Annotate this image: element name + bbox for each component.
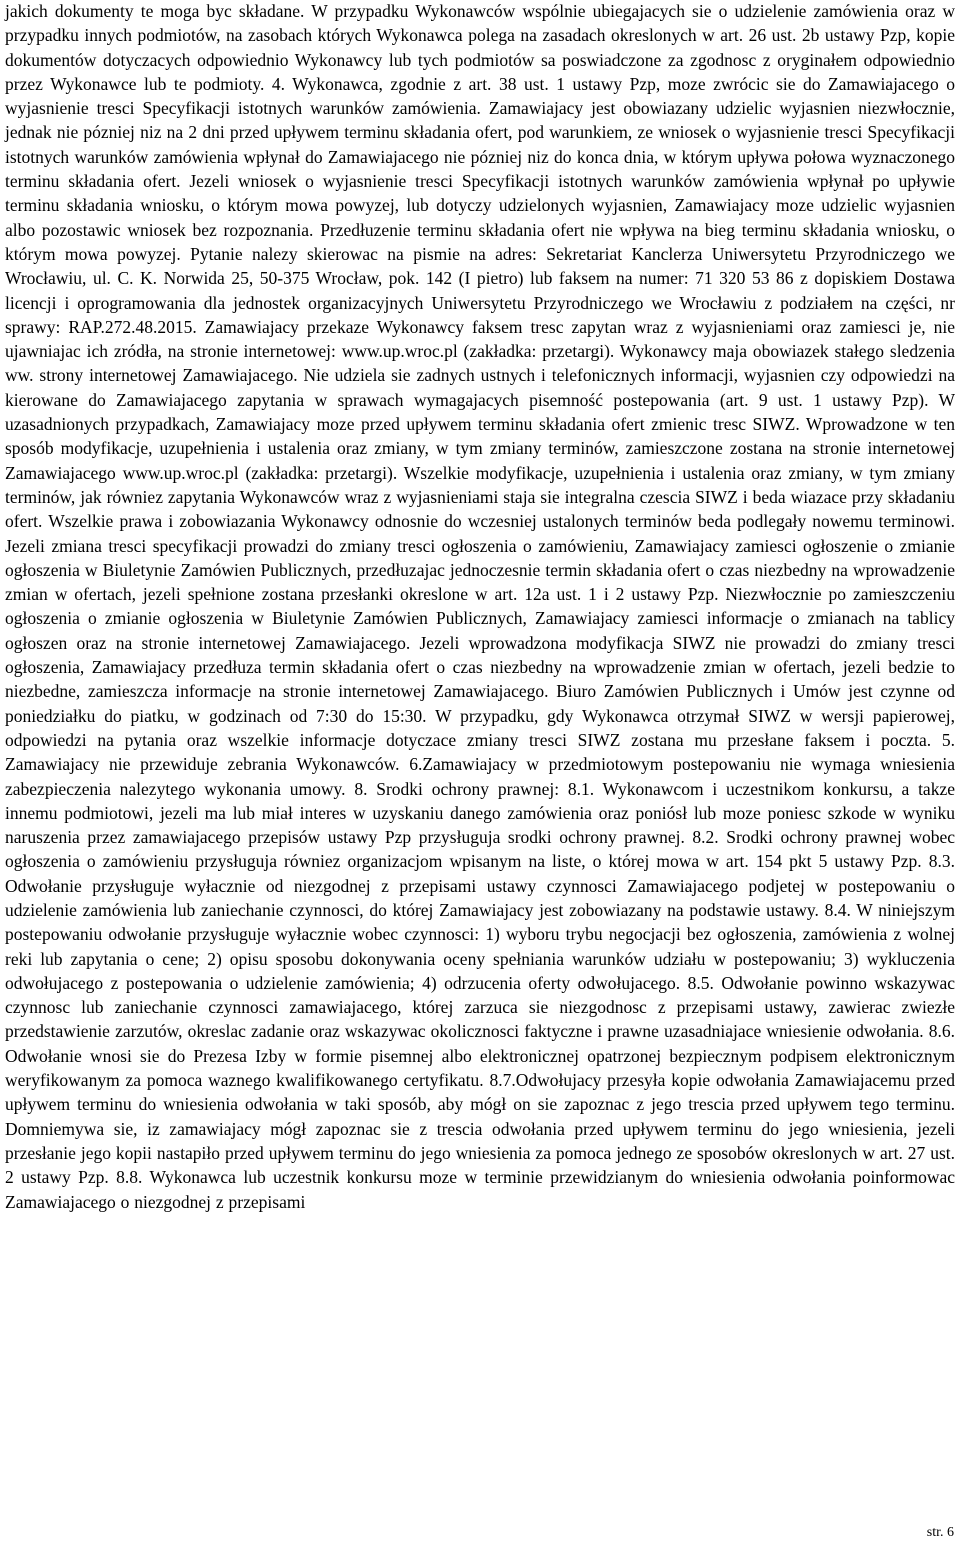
page-number: str. 6 [926,1525,954,1540]
body-text: jakich dokumenty te moga byc składane. W przypadku Wykonawców wspólnie ubiegajacych sie o udzielenie zamówienia oraz w przypadku innych podmiotów, na zasobach których Wykonawca polega na zasadach okreslonych w art. 26 ust. 2b ustawy Pzp, kopie dokumentów dotyczacych odpowiednio Wykonawcy lub tych podmiotów sa poswiadczone za zgodnosc z oryginałem odpowiednio przez Wykonawce lub te podmioty. 4. Wykonawca, zgodnie z art. 38 ust. 1 ustawy Pzp, moze zwrócic sie do Zamawiajacego o wyjasnienie tresci Specyfikacji istotnych warunków zamówienia. Zamawiajacy jest obowiazany udzielic wyjasnien niezwłocznie, jednak nie pózniej niz na 2 dni przed upływem terminu składania ofert, pod warunkiem, ze wniosek o wyjasnienie tresci Specyfikacji istotnych warunków zamówienia wpłynał do Zamawiajacego nie pózniej niz do konca dnia, w którym upływa połowa wyznaczonego terminu składania ofert. Jezeli wniosek o wyjasnienie tresci Specyfikacji istotnych warunków zamówienia wpłynał po upływie terminu składania wniosku, o którym mowa powyzej, lub dotyczy udzielonych wyjasnien, Zamawiajacy moze udzielic wyjasnien albo pozostawic wniosek bez rozpoznania. Przedłuzenie terminu składania ofert nie wpływa na bieg terminu składania wniosku, o którym mowa powyzej. Pytanie nalezy skierowac na pismie na adres: Sekretariat Kanclerza Uniwersytetu Przyrodniczego we Wrocławiu, ul. C. K. Norwida 25, 50-375 Wrocław, pok. 142 (I pietro) lub faksem na numer: 71 320 53 86 z dopiskiem Dostawa licencji i oprogramowania dla jednostek organizacyjnych Uniwersytetu Przyrodniczego we Wrocławiu z podziałem na części, nr sprawy: RAP.272.48.2015. Zamawiajacy przekaze Wykonawcy faksem tresc zapytan wraz z wyjasnieniami oraz zamiesci je, nie ujawniajac ich zródła, na stronie internetowej: www.up.wroc.pl (zakładka: przetargi). Wykonawcy maja obowiazek stałego sledzenia ww. strony internetowej Zamawiajacego. Nie udziela sie zadnych ustnych i telefonicznych informacji, wyjasnien czy odpowiedzi na kierowane do Zamawiajacego zapytania w sprawach wymagajacych pisemność postepowania (art. 9 ust. 1 ustawy Pzp). W uzasadnionych przypadkach, Zamawiajacy moze przed upływem terminu składania ofert zmienic tresc SIWZ. Wprowadzone w ten sposób modyfikacje, uzupełnienia i ustalenia oraz zmiany, w tym zmiany terminów, zamieszczone zostana na stronie internetowej Zamawiajacego www.up.wroc.pl (zakładka: przetargi). Wszelkie modyfikacje, uzupełnienia i ustalenia oraz zmiany, w tym zmiany terminów, jak równiez zapytania Wykonawców wraz z wyjasnieniami staja sie integralna czescia SIWZ i beda wiazace przy składaniu ofert. Wszelkie prawa i zobowiazania Wykonawcy odnosnie do wczesniej ustalonych terminów beda podlegały nowemu terminowi. Jezeli zmiana tresci specyfikacji prowadzi do zmiany tresci ogłoszenia o zamówieniu, Zamawiajacy zamiesci ogłoszenie o zmianie ogłoszenia w Biuletynie Zamówien Publicznych, przedłuzajac jednoczesnie termin składania ofert o czas niezbedny na wprowadzenie zmian w ofertach, jezeli spełnione zostana przesłanki okreslone w art. 12a ust. 1 i 2 ustawy Pzp. Niezwłocznie po zamieszczeniu ogłoszenia o zmianie ogłoszenia w Biuletynie Zamówien Publicznych, Zamawiajacy zamiesci informacje o zmianach na tablicy ogłoszen oraz na stronie internetowej Zamawiajacego. Jezeli wprowadzona modyfikacja SIWZ nie prowadzi do zmiany tresci ogłoszenia, Zamawiajacy przedłuza termin składania ofert o czas niezbedny na wprowadzenie zmian w ofertach, jezeli bedzie to niezbedne, zamieszcza informacje na stronie internetowej Zamawiajacego. Biuro Zamówien Publicznych i Umów jest czynne od poniedziałku do piatku, w godzinach od 7:30 do 15:30. W przypadku, gdy Wykonawca otrzymał SIWZ w wersji papierowej, odpowiedzi na pytania oraz wszelkie informacje dotyczace zmiany tresci SIWZ zostana mu przesłane faksem i poczta. 5. Zamawiajacy nie przewiduje zebrania Wykonawców. 6.Zamawiajacy w przedmiotowym postepowaniu nie wymaga wniesienia zabezpieczenia nalezytego wykonania umowy. 8. Srodki ochrony prawnej: 8.1. Wykonawcom i uczestnikom konkursu, a takze innemu podmiotowi, jezeli ma lub miał interes w uzyskaniu danego zamówienia oraz poniósł lub moze poniesc szkode w wyniku naruszenia przez zamawiajacego przepisów ustawy Pzp przysługuja srodki ochrony prawnej. 8.2. Srodki ochrony prawnej wobec ogłoszenia o zamówieniu przysługuja równiez organizacjom wpisanym na liste, o której mowa w art. 154 pkt 5 ustawy Pzp. 8.3. Odwołanie przysługuje wyłacznie od niezgodnej z przepisami ustawy czynnosci Zamawiajacego podjetej w postepowaniu o udzielenie zamówienia lub zaniechanie czynnosci, do której Zamawiajacy jest zobowiazany na podstawie ustawy. 8.4. W niniejszym postepowaniu odwołanie przysługuje wyłacznie wobec czynnosci: 1) wyboru trybu negocjacji bez ogłoszenia, zamówienia z wolnej reki lub zapytania o cene; 2) opisu sposobu dokonywania oceny spełniania warunków udziału w postepowaniu; 3) wykluczenia odwołujacego z postepowania o udzielenie zamówienia; 4) odrzucenia oferty odwołujacego. 8.5. Odwołanie powinno wskazywac czynnosc lub zaniechanie czynnosci zamawiajacego, której zarzuca sie niezgodnosc z przepisami ustawy, zawierac zwiezłe przedstawienie zarzutów, okreslac zadanie oraz wskazywac okolicznosci faktyczne i prawne uzasadniajace wniesienie odwołania. 8.6. Odwołanie wnosi sie do Prezesa Izby w formie pisemnej albo elektronicznej opatrzonej bezpiecznym podpisem elektronicznym weryfikowanym za pomoca waznego kwalifikowanego certyfikatu. 8.7.Odwołujacy przesyła kopie odwołania Zamawiajacemu przed upływem terminu do wniesienia odwołania w taki sposób, aby mógł on sie zapoznac z jego trescia przed upływem tego terminu. Domniemywa sie, iz zamawiajacy mógł zapoznac sie z trescia odwołania przed upływem terminu do jego wniesienia, jezeli przesłanie jego kopii nastapiło przed upływem terminu do jego wniesienia za pomoca jednego ze sposobów okreslonych w art. 27 ust. 2 ustawy Pzp. 8.8. Wykonawca lub uczestnik konkursu moze w terminie przewidzianym do wniesienia odwołania poinformowac Zamawiajacego o niezgodnej z przepisami [5,1,955,1212]
